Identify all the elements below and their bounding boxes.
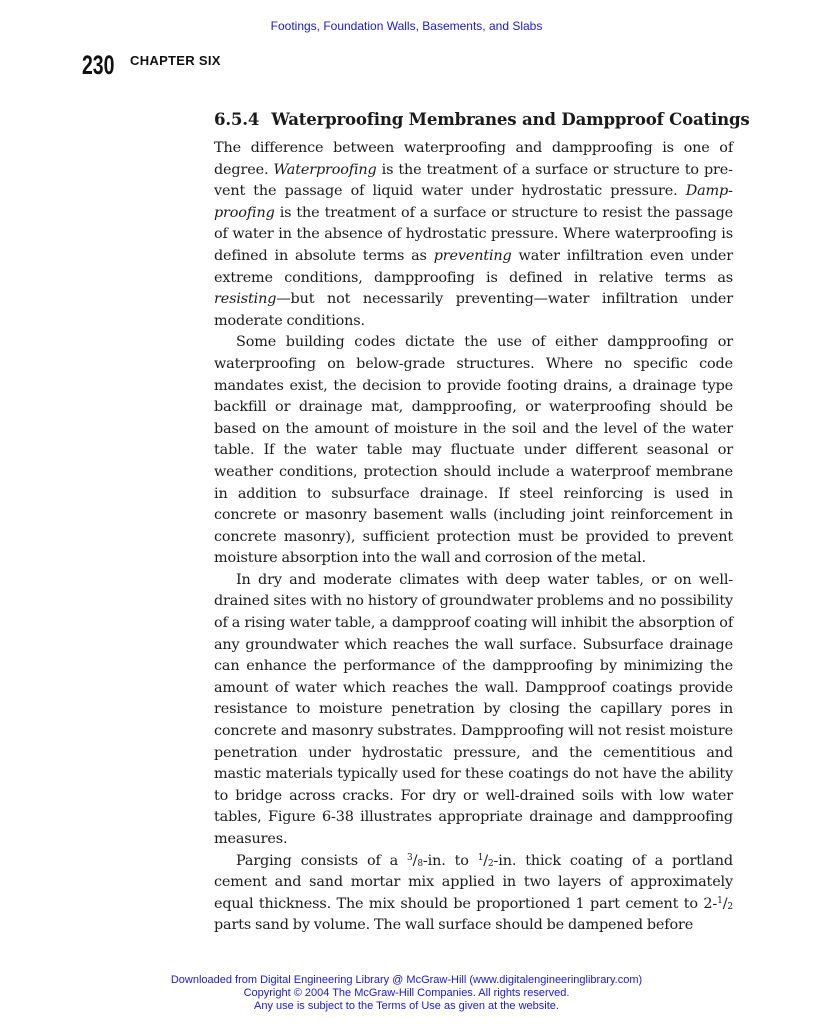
page-body	[214, 106, 750, 937]
chapter-label: CHAPTER SIX	[130, 53, 221, 68]
paragraph-3: In dry and moderate climates with deep water tables, or on well-drained sites with no history of groundwater problems and no possibility of a rising water table, a dampproof coating will inhibit the absorption of any groundwater which reaches the wall surface. Subsurface drainage can enhance the performance of the dampproofing by minimizing the amount of water which reaches the wall. Dampproof coatings provide resistance to moisture penetration by closing the capillary pores in concrete and masonry substrates. Dampproofing will not resist moisture penetration under hydrostatic pressure, and the cementitious and mastic materials typically used for these coatings do not have the ability to bridge across cracks. For dry or well-drained soils with low water tables, Figure 6-38 illustrates appropriate drainage and dampproofing measures.	[214, 571, 733, 847]
fraction-one-half: $^1/_2$	[477, 852, 494, 869]
section-title: Waterproofing Membranes and Dampproof Coatings	[271, 109, 750, 129]
p1-term-waterproofing: Waterproofing	[273, 161, 377, 178]
footer-copyright-link[interactable]: Copyright © 2004 The McGraw-Hill Companies. All rights reserved.	[243, 987, 570, 999]
p1-text-c: is the treatment of a surface or structure to prevent the passage of liquid water under hydrostatic pressure.	[214, 161, 733, 200]
paragraph-1	[214, 138, 733, 332]
section-heading	[214, 106, 750, 132]
page-number: 230	[82, 50, 115, 80]
p1-term-preventing: preventing	[433, 247, 512, 264]
p1-text-g: water infiltration even under extreme conditions, dampproofing is defined in relative terms as	[214, 247, 733, 286]
fraction-three-eighths: $^3/_8$	[407, 852, 423, 869]
p4-text-a: Parging consists of a	[236, 852, 408, 869]
p4-text-c: -in. thick coating of a portland cement and sand mortar mix applied in two layers of approximately equal thickness. The mix should be proportioned 1 part cement to 2-	[214, 852, 733, 912]
section-number: 6.5.4	[214, 109, 260, 129]
p1-text-a: The difference between waterproofing and dampproofing is one of degree.	[214, 140, 733, 178]
p1-text-e: is the treatment of a surface or structure to resist the passage of water in the absence of hydrostatic pressure. Where waterproofing is defined in absolute terms as	[214, 204, 733, 264]
footer-terms-link[interactable]: Any use is subject to the Terms of Use as given at the website.	[254, 1000, 559, 1012]
paragraph-4	[214, 851, 733, 937]
p4-text-b: -in. to	[422, 852, 478, 869]
running-head-link[interactable]: Footings, Foundation Walls, Basements, and Slabs	[270, 19, 543, 33]
fraction-one-half-b: $^1/_2$	[717, 895, 733, 912]
paragraph-2: Some building codes dictate the use of either dampproofing or waterproofing on below-grade structures. Where no specific code mandates exist, the decision to provide footing drains, a drainage type backfill or drainage mat, dampproofing, or waterproofing should be based on the amount of moisture in the soil and the level of the water table. If the water table may fluctuate under different seasonal or weather conditions, protection should include a waterproof membrane in addition to subsurface drainage. If steel reinforcing is used in concrete or masonry basement walls (including joint reinforcement in concrete masonry), sufficient protection must be provided to prevent moisture absorption into the wall and corrosion of the metal.	[214, 334, 733, 567]
p1-term-dampproofing: Dampproofing	[214, 183, 733, 221]
footer-download-link[interactable]: Downloaded from Digital Engineering Library @ McGraw-Hill (www.digitalengineeringlibrary.com)	[170, 974, 643, 986]
p1-text-i: —but not necessarily preventing—water infiltration under moderate conditions.	[214, 291, 733, 329]
p1-term-resisting: resisting	[214, 291, 277, 308]
p4-text-d: parts sand by volume. The wall surface should be dampened before	[214, 917, 694, 934]
